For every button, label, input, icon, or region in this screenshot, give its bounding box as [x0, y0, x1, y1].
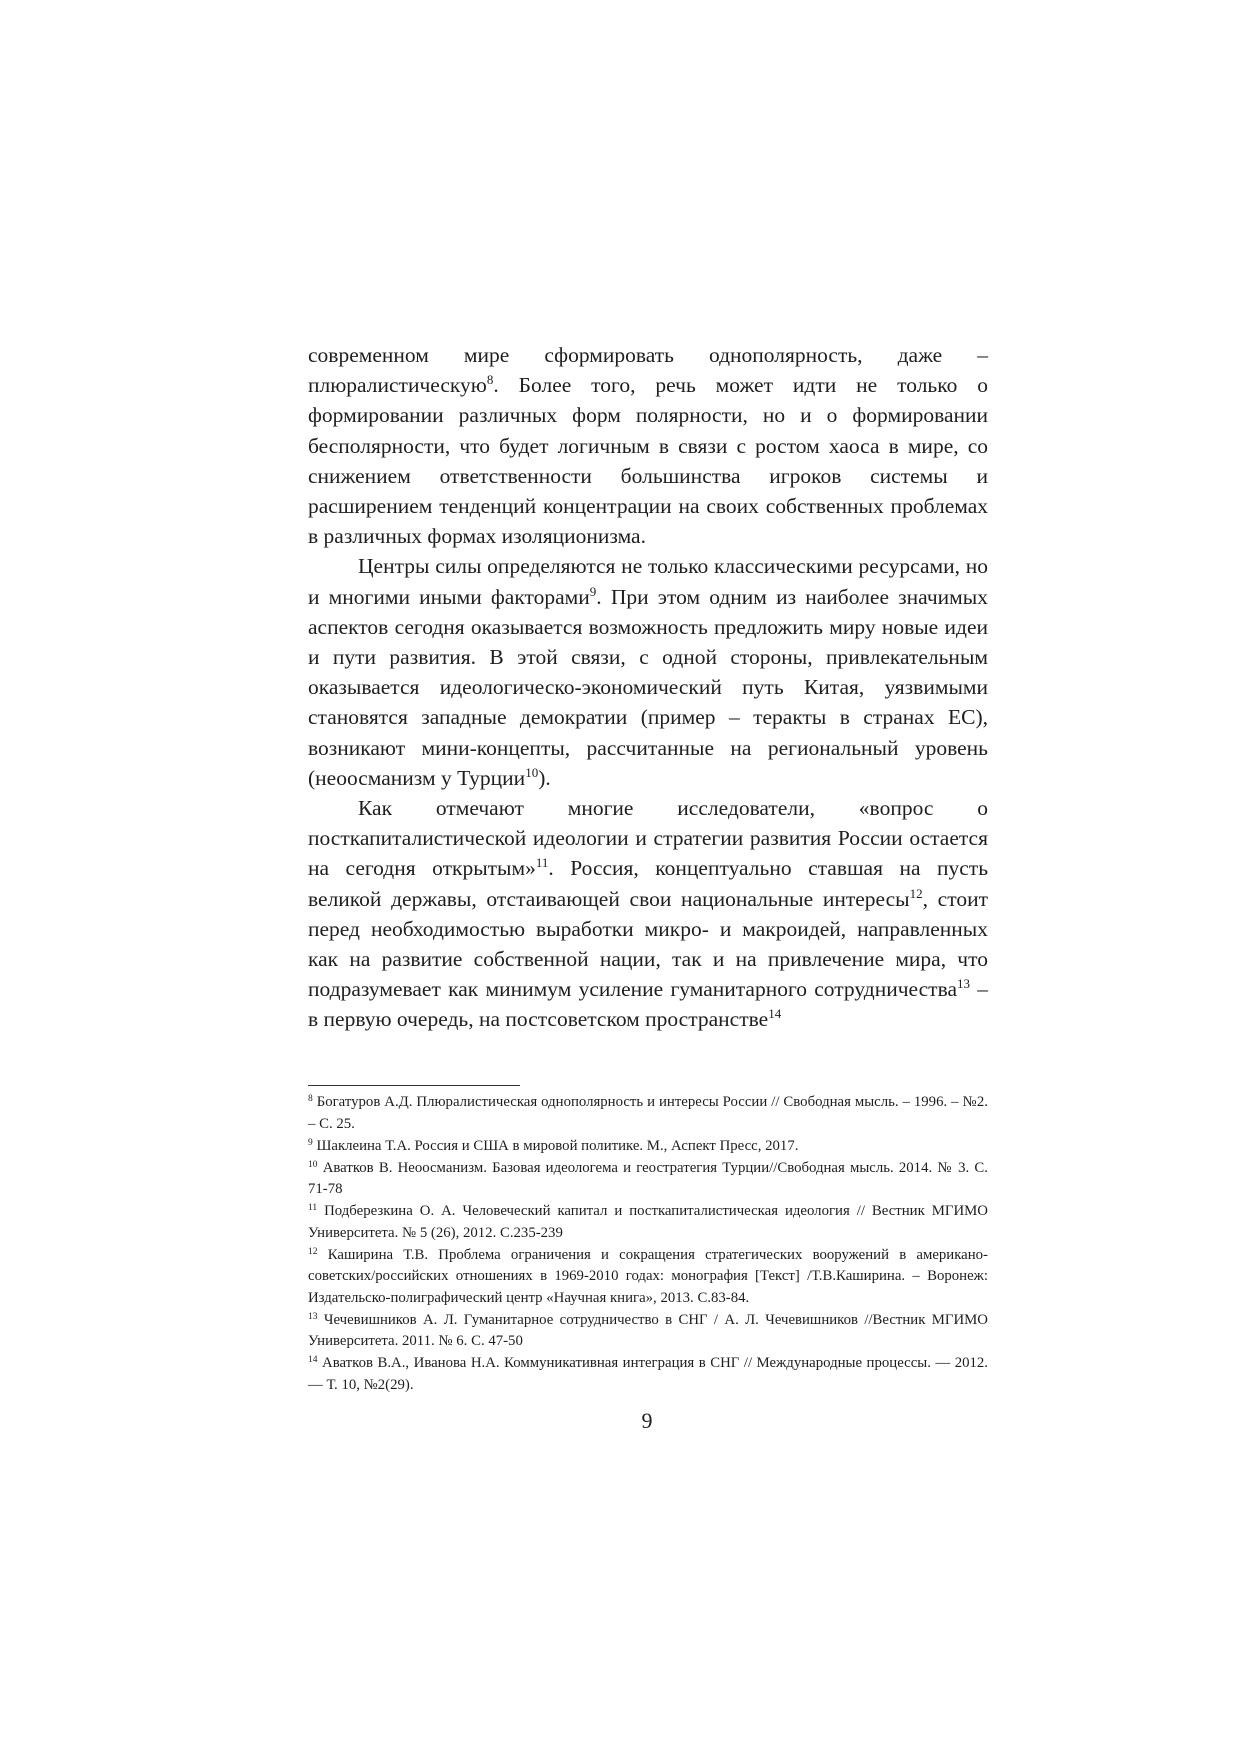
- footnote-text: Каширина Т.В. Проблема ограничения и сокращения стратегических вооружений в американо-советских/российских отношениях в 1969-2010 годах: монография [Текст] /Т.В.Каширина. – Воронеж: Издательско-полиграфический центр «Научная книга», 2013. С.83-84.: [308, 1246, 988, 1306]
- footnote-number: 13: [308, 1311, 318, 1322]
- footnote-text: Подберезкина О. А. Человеческий капитал и посткапиталистическая идеология // Вестник МГИМО Университета. № 5 (26), 2012. С.235-239: [308, 1203, 988, 1241]
- footnote-text: Шаклеина Т.А. Россия и США в мировой политике. М., Аспект Пресс, 2017.: [316, 1137, 799, 1154]
- footnote-ref-14[interactable]: 14: [768, 1006, 782, 1022]
- footnote-number: 11: [308, 1203, 318, 1213]
- footnote-ref-9[interactable]: 9: [589, 583, 597, 599]
- footnote-number: 12: [308, 1246, 318, 1257]
- footnote-10: [308, 1158, 988, 1201]
- footnote-number: 8: [308, 1094, 313, 1104]
- page-number: 9: [641, 1408, 653, 1433]
- paragraph-text: . При этом одним из наиболее значимых аспектов сегодня оказывается возможность предложить миру новые идеи и пути развития. В этой связи, с одной стороны, привлекательным оказывается идеологическо-экономический путь Китая, уязвимыми становятся западные демократии (пример – теракты в странах ЕС), возникают мини-концепты, рассчитанные на региональный уровень (неоосманизм у Турции: [308, 584, 988, 790]
- main-text: [308, 340, 988, 1035]
- paragraph-text: . Россия, концептуально ставшая на пусть великой державы, отстаивающей свои национальные интересы: [308, 856, 988, 911]
- paragraph-text: , стоит перед необходимостью выработки микро- и макроидей, направленных как на развитие собственной нации, так и на привлечение мира, что подразумевает как минимум усиление гуманитарного сотрудничества: [308, 886, 988, 1002]
- footnote-8: [308, 1092, 988, 1135]
- footnote-ref-8[interactable]: 8: [486, 372, 494, 388]
- footnotes: [308, 1092, 988, 1397]
- paragraph-text: Как отмечают многие исследователи, «вопрос о посткапиталистической идеологии и стратегии развития России остается на сегодня открытым»: [308, 796, 988, 881]
- footnote-12: [308, 1245, 988, 1310]
- footnote-text: Богатуров А.Д. Плюралистическая однополярность и интересы России // Свободная мысль. – 1996. – №2. – С. 25.: [308, 1094, 988, 1132]
- footnote-text: Аватков В. Неоосманизм. Базовая идеологема и геостратегия Турции//Свободная мысль. 2014. № 3. С. 71-78: [308, 1159, 988, 1197]
- footnote-ref-11[interactable]: 11: [535, 855, 549, 871]
- footnote-9: [308, 1136, 988, 1158]
- paragraph-text: – в первую очередь, на постсоветском пространстве: [308, 977, 988, 1032]
- footnote-13: [308, 1310, 988, 1353]
- footnote-text: Аватков В.А., Иванова Н.А. Коммуникативная интеграция в СНГ // Международные процессы. — 2012. — Т. 10, №2(29).: [308, 1355, 989, 1393]
- footnote-number: 10: [308, 1159, 318, 1170]
- paragraph-3: [308, 793, 988, 1035]
- footnote-ref-12[interactable]: 12: [909, 885, 923, 901]
- footnote-11: [308, 1201, 988, 1244]
- footnote-ref-13[interactable]: 13: [956, 976, 970, 992]
- footnote-14: [308, 1353, 988, 1396]
- footnote-number: 9: [308, 1137, 313, 1148]
- paragraph-text: ).: [538, 765, 551, 790]
- paragraph-text: современном мире сформировать однополярность, даже – плюралистическую: [308, 343, 988, 398]
- paragraph-text: Центры силы определяются не только классическими ресурсами, но и многими иными факторами: [308, 554, 988, 609]
- footnote-text: Чечевишников А. Л. Гуманитарное сотрудничество в СНГ / А. Л. Чечевишников //Вестник МГИМО Университета. 2011. № 6. С. 47-50: [308, 1311, 988, 1349]
- paragraph-text: . Более того, речь может идти не только о формировании различных форм полярности, но и о формировании бесполярности, что будет логичным в связи с ростом хаоса в мире, со снижением ответственности большинства игроков системы и расширением тенденций концентрации на своих собственных проблемах в различных формах изоляционизма.: [308, 373, 988, 549]
- paragraph-2: [308, 551, 988, 793]
- paragraph-1: [308, 340, 988, 551]
- footnote-divider: [308, 1085, 520, 1086]
- footnote-ref-10[interactable]: 10: [525, 764, 539, 780]
- footnote-number: 14: [308, 1355, 318, 1365]
